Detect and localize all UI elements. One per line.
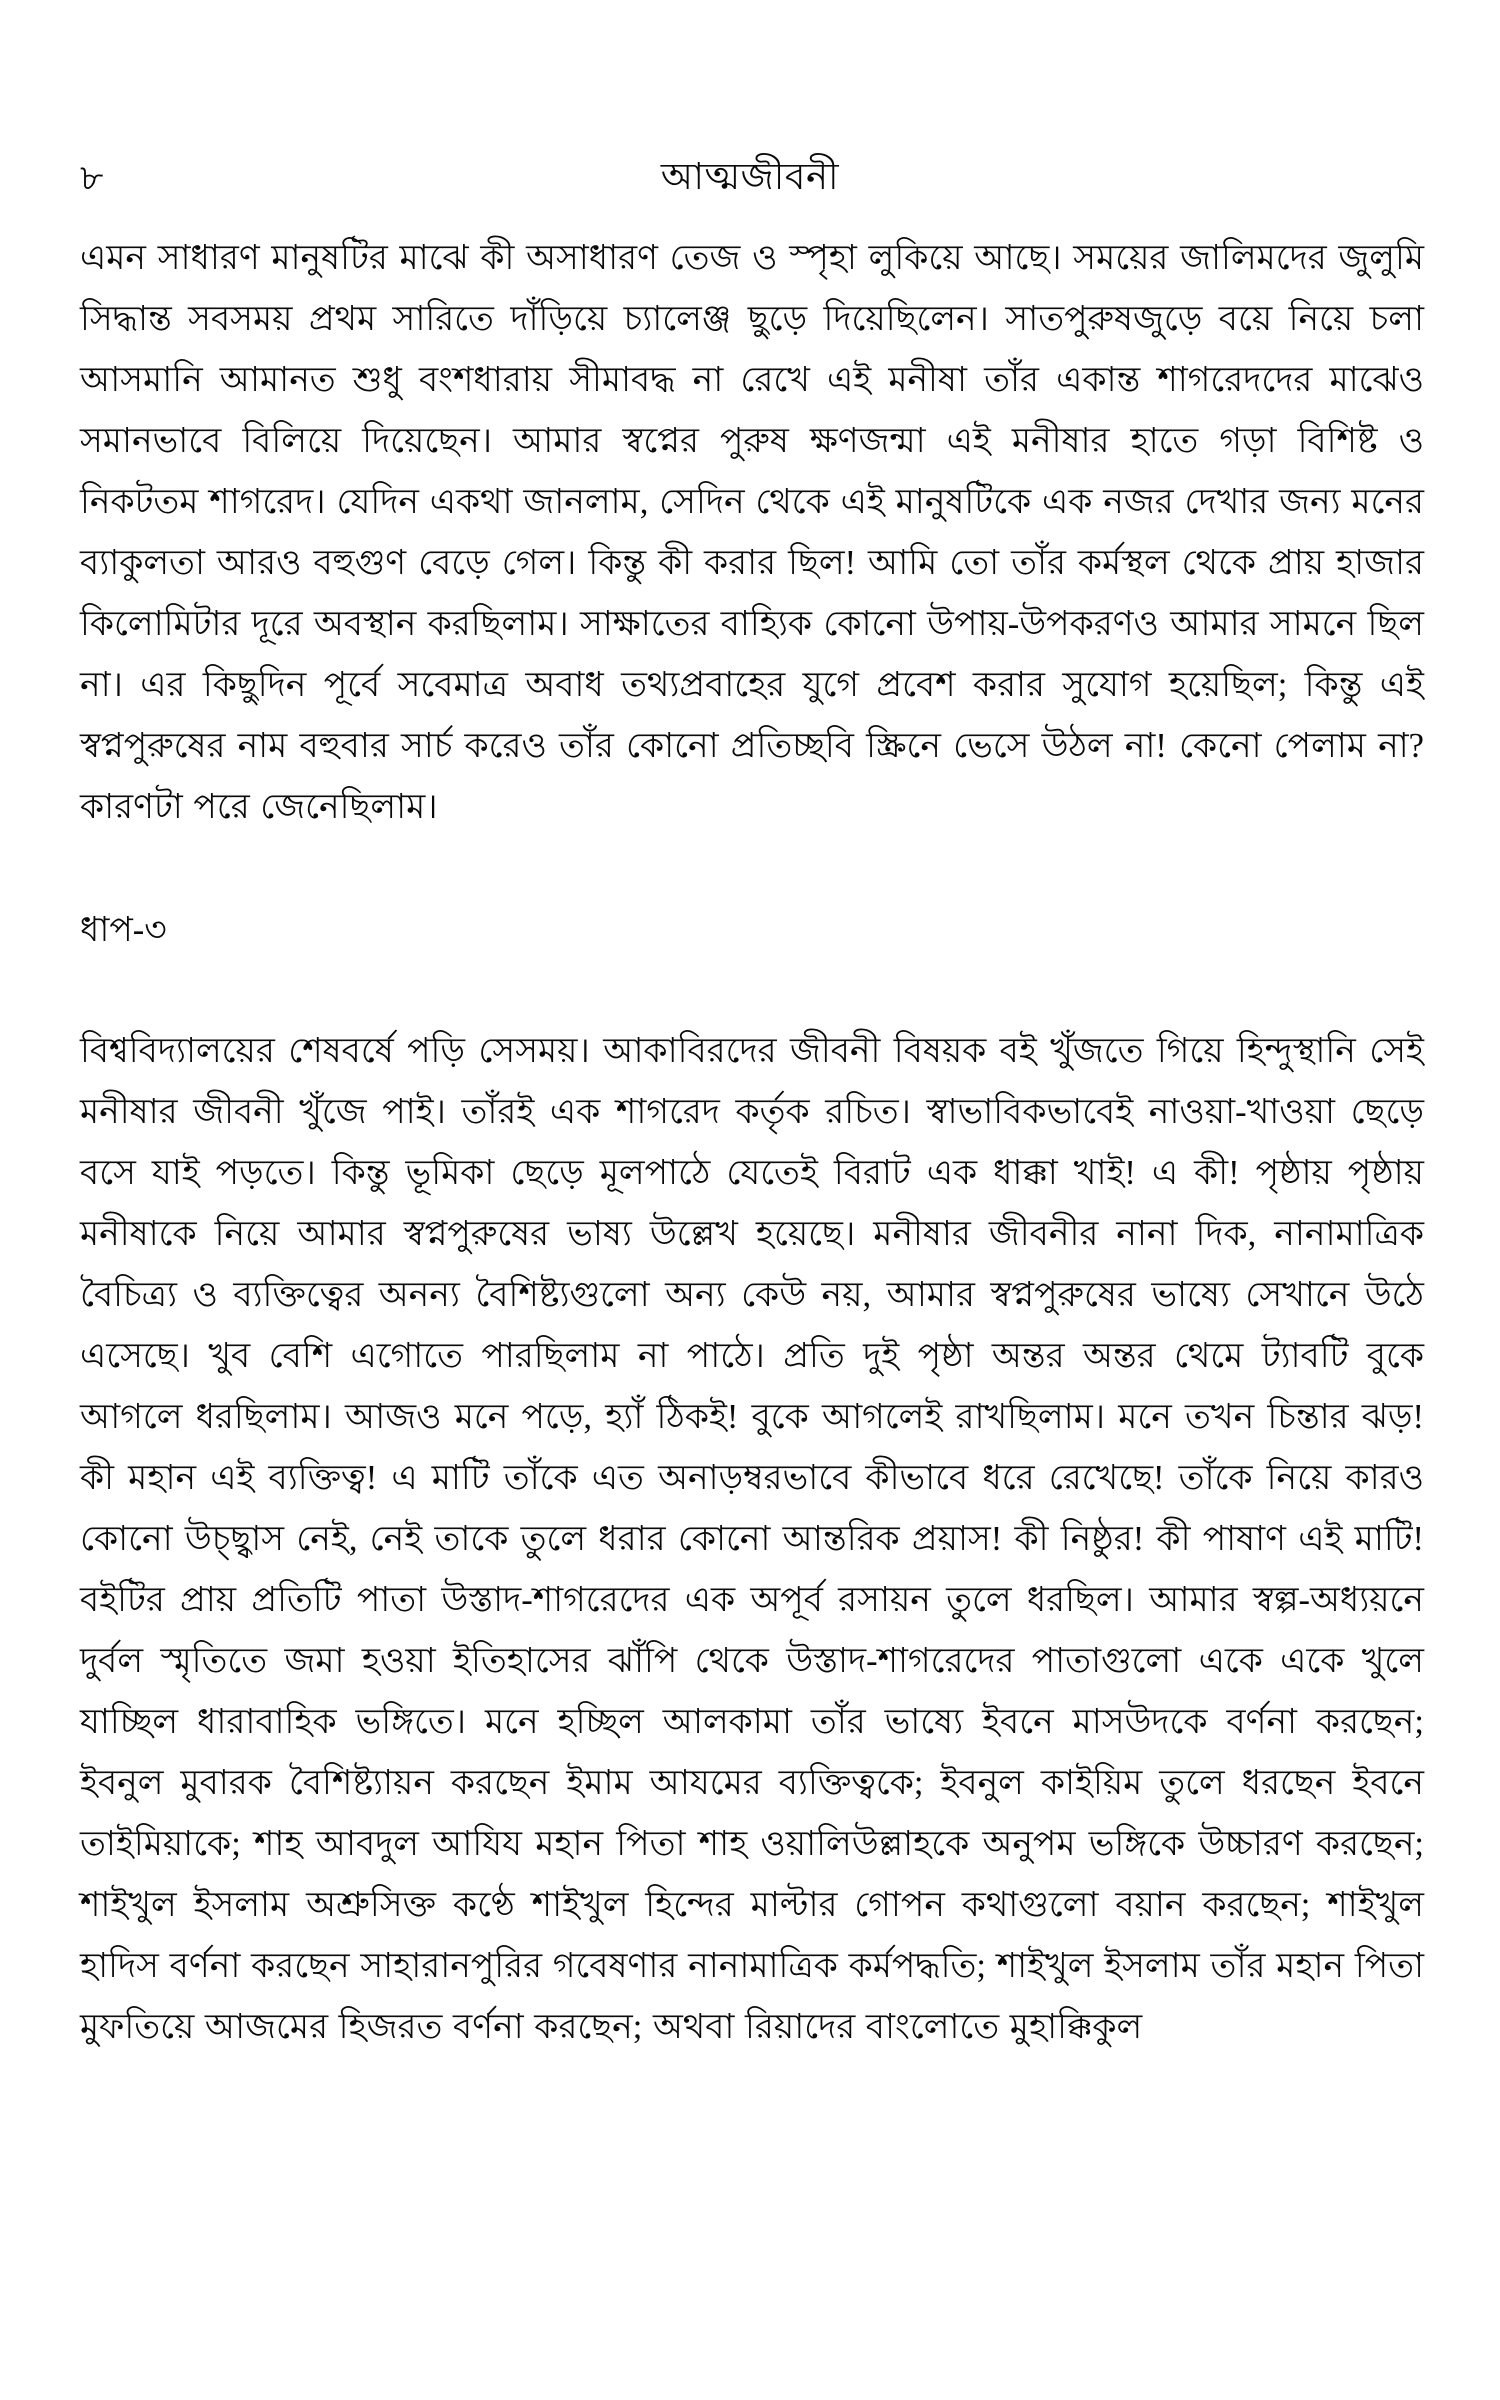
page-body bbox=[80, 228, 1424, 2058]
section-heading-step-3: ধাপ-৩ bbox=[80, 911, 167, 949]
running-header-title: আত্মজীবনী bbox=[660, 157, 840, 198]
page-header bbox=[0, 148, 1500, 208]
paragraph-2: বিশ্ববিদ্যালয়ের শেষবর্ষে পড়ি সেসময়। আকাবিরদের জীবনী বিষয়ক বই খুঁজতে গিয়ে হিন্দুস্থানি সেই মনীষার জীবনী খুঁজে পাই। তাঁরই এক শাগরেদ কর্তৃক রচিত। স্বাভাবিকভাবেই নাওয়া-খাওয়া ছেড়ে বসে যাই পড়তে। কিন্তু ভূমিকা ছেড়ে মূলপাঠে যেতেই বিরাট এক ধাক্কা খাই! এ কী! পৃষ্ঠায় পৃষ্ঠায় মনীষাকে নিয়ে আমার স্বপ্নপুরুষের ভাষ্য উল্লেখ হয়েছে। মনীষার জীবনীর নানা দিক, নানামাত্রিক বৈচিত্র্য ও ব্যক্তিত্বের অনন্য বৈশিষ্ট্যগুলো অন্য কেউ নয়, আমার স্বপ্নপুরুষের ভাষ্যে সেখানে উঠে এসেছে। খুব বেশি এগোতে পারছিলাম না পাঠে। প্রতি দুই পৃষ্ঠা অন্তর অন্তর থেমে ট্যাবটি বুকে আগলে ধরছিলাম। আজও মনে পড়ে, হ্যাঁ ঠিকই! বুকে আগলেই রাখছিলাম। মনে তখন চিন্তার ঝড়! কী মহান এই ব্যক্তিত্ব! এ মাটি তাঁকে এত অনাড়ম্বরভাবে কীভাবে ধরে রেখেছে! তাঁকে নিয়ে কারও কোনো উচ্ছ্বাস নেই, নেই তাকে তুলে ধরার কোনো আন্তরিক প্রয়াস! কী নিষ্ঠুর! কী পাষাণ এই মাটি! বইটির প্রায় প্রতিটি পাতা উস্তাদ-শাগরেদের এক অপূর্ব রসায়ন তুলে ধরছিল। আমার স্বল্প-অধ্যয়নে দুর্বল স্মৃতিতে জমা হওয়া ইতিহাসের ঝাঁপি থেকে উস্তাদ-শাগরেদের পাতাগুলো একে একে খুলে যাচ্ছিল ধারাবাহিক ভঙ্গিতে। মনে হচ্ছিল আলকামা তাঁর ভাষ্যে ইবনে মাসউদকে বর্ণনা করছেন; ইবনুল মুবারক বৈশিষ্ট্যায়ন করছেন ইমাম আযমের ব্যক্তিত্বকে; ইবনুল কাইয়িম তুলে ধরছেন ইবনে তাইমিয়াকে; শাহ আবদুল আযিয মহান পিতা শাহ ওয়ালিউল্লাহকে অনুপম ভঙ্গিকে উচ্চারণ করছেন; শাইখুল ইসলাম অশ্রুসিক্ত কণ্ঠে শাইখুল হিন্দের মাল্টার গোপন কথাগুলো বয়ান করছেন; শাইখুল হাদিস বর্ণনা করছেন সাহারানপুরির গবেষণার নানামাত্রিক কর্মপদ্ধতি; শাইখুল ইসলাম তাঁর মহান পিতা মুফতিয়ে আজমের হিজরত বর্ণনা করছেন; অথবা রিয়াদের বাংলোতে মুহাক্কিকুল bbox=[80, 1032, 1424, 2046]
paragraph-1: এমন সাধারণ মানুষটির মাঝে কী অসাধারণ তেজ ও স্পৃহা লুকিয়ে আছে। সময়ের জালিমদের জুলুমি সিদ্ধান্ত সবসময় প্রথম সারিতে দাঁড়িয়ে চ্যালেঞ্জ ছুড়ে দিয়েছিলেন। সাতপুরুষজুড়ে বয়ে নিয়ে চলা আসমানি আমানত শুধু বংশধারায় সীমাবদ্ধ না রেখে এই মনীষা তাঁর একান্ত শাগরেদদের মাঝেও সমানভাবে বিলিয়ে দিয়েছেন। আমার স্বপ্নের পুরুষ ক্ষণজন্মা এই মনীষার হাতে গড়া বিশিষ্ট ও নিকটতম শাগরেদ। যেদিন একথা জানলাম, সেদিন থেকে এই মানুষটিকে এক নজর দেখার জন্য মনের ব্যাকুলতা আরও বহুগুণ বেড়ে গেল। কিন্তু কী করার ছিল! আমি তো তাঁর কর্মস্থল থেকে প্রায় হাজার কিলোমিটার দূরে অবস্থান করছিলাম। সাক্ষাতের বাহ্যিক কোনো উপায়-উপকরণও আমার সামনে ছিল না। এর কিছুদিন পূর্বে সবেমাত্র অবাধ তথ্যপ্রবাহের যুগে প্রবেশ করার সুযোগ হয়েছিল; কিন্তু এই স্বপ্নপুরুষের নাম বহুবার সার্চ করেও তাঁর কোনো প্রতিচ্ছবি স্ক্রিনে ভেসে উঠল না! কেনো পেলাম না? কারণটা পরে জেনেছিলাম। bbox=[80, 239, 1424, 826]
page-number: ৮ bbox=[80, 158, 104, 198]
